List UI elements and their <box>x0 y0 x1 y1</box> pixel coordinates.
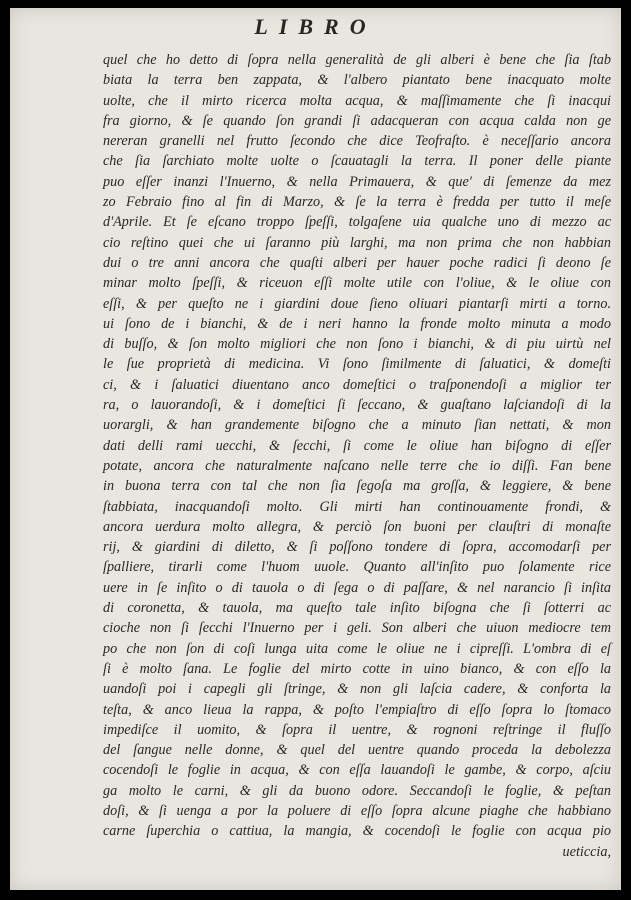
text-line: fra giorno, & ſe quando ſon grandi ſi adacqueran con acqua calda non ge <box>103 112 611 129</box>
text-line: dui o tre anni ancora che quaſti alberi per hauer poche radici ſi deono ſe <box>103 254 611 271</box>
text-line: ueticcia, <box>562 843 611 860</box>
text-line: ſpalliere, tirarli come l'huom uuole. Quanto all'inſito puo ſolamente rice <box>103 559 611 576</box>
text-line: uorargli, & han grandemente biſogno che a minuto ſian nettati, & mon <box>103 417 611 434</box>
text-line: cio reſtino quei che ui ſaranno più larghi, ma non prima che non habbian <box>103 234 611 251</box>
text-line: carne ſuperchia o cattiua, la mangia, & cocendoſi le foglie con acqua pio <box>103 823 611 840</box>
running-head: LIBRO <box>254 14 377 39</box>
text-line: rij, & giardini di diletto, & ſi poſſono tondere di ſopra, accomodarſi per <box>103 539 611 556</box>
text-line: minar molto ſpeſſi, & riceuon eſſi molte utile con l'oliue, & le oliue con <box>103 275 611 292</box>
text-line: uolte, che il mirto ricerca molta acqua, & maſſimamente che ſi inacqui <box>103 92 611 109</box>
text-line: puo eſſer inanzi l'Inuerno, & nella Primauera, & que' di ſemenze da mez <box>103 173 611 190</box>
text-line: ui ſono de i bianchi, & de i neri hanno la fronde molto minuta a modo <box>103 315 611 332</box>
text-line: del ſangue nelle donne, & quel del uentre quando proceda la debolezza <box>103 742 611 759</box>
text-line: ſtabbiata, inacquandoſi molto. Gli mirti han continouamente frondi, & <box>103 498 611 515</box>
text-line: biata la terra ben zappata, & l'albero piantato bene inacquato molte <box>103 72 611 89</box>
text-line: quel che ho detto di ſopra nella generalità de gli alberi è bene che ſia ſtab <box>103 52 611 68</box>
text-block <box>103 50 611 862</box>
text-line: ſi è molto ſana. Le foglie del mirto cotte in uino bianco, & con eſſo la <box>103 660 611 677</box>
text-line: cocendoſi le foglie in acqua, & con eſſa lauandoſi le gambe, & corpo, aſciu <box>103 762 611 779</box>
text-line: zo Febraio fino al fin di Marzo, & ſe la terra è fredda per tutto il meſe <box>103 194 611 211</box>
text-line: d'Aprile. Et ſe eſcano troppo ſpeſſi, tolgaſene uia qualche uno di mezzo ac <box>103 214 611 231</box>
book-page <box>10 8 621 890</box>
text-line: di buſſo, & ſon molto migliori che non ſono i bianchi, & di piu uirtù nel <box>103 336 611 353</box>
text-line: ancora uerdura molto allegra, & perciò ſon buoni per clauſtri di monaſte <box>103 518 611 535</box>
text-line: eſſi, & per queſto ne i giardini doue ſieno oliuari piantarſi mirti a torno. <box>103 295 611 312</box>
text-line: po che non ſon di coſi lunga uita come le oliue ne i cipreſſi. L'ombra di eſ <box>103 640 611 657</box>
text-line: ga molto le carni, & gli da buono odore. Seccandoſi le foglie, & peſtan <box>103 782 611 799</box>
text-line: teſta, & anco lieua la rappa, & poſto l'empiaſtro di eſſo ſopra lo ſtomaco <box>103 701 611 718</box>
text-line: le ſue proprietà di medicina. Vi ſono ſimilmente di ſaluatici, & domeſti <box>103 356 611 373</box>
text-line: in buona terra con tal che non ſia ſegoſa ma groſſa, & leggiere, & bene <box>103 478 611 495</box>
text-line: cioche non ſi ſecchi l'Inuerno per i geli. Son alberi che uiuon mediocre tem <box>103 620 611 637</box>
text-line: potate, ancora che naturalmente naſcano nelle terre che io diſſi. Fan bene <box>103 457 611 474</box>
text-line: uandoſi poi i capegli gli ſtringe, & non gli laſcia cadere, & conforta la <box>103 681 611 698</box>
text-line: ci, & i ſaluatici diuentano anco domeſtici o traſponendoſi a miglior ter <box>103 376 611 393</box>
text-line: nereran granelli nel frutto ſecondo che dice Teofraſto. è neceſſario ancora <box>103 133 611 150</box>
text-line: impediſce il uomito, & ſopra il uentre, & rognoni reſtringe il fluſſo <box>103 721 611 738</box>
text-line: che ſia ſarchiato molte uolte o ſcauatagli la terra. Il poner delle piante <box>103 153 611 170</box>
text-line: dati delli rami uecchi, & ſecchi, ſi come le oliue han biſogno di eſſer <box>103 437 611 454</box>
text-line: uere in ſe inſito o di tauola o di ſega o di paſſare, & nel narancio ſi inſita <box>103 579 611 596</box>
text-line: di coronetta, & tauola, ma queſto tale inſito biſogna che ſi ſotterri ac <box>103 600 611 617</box>
text-line: ra, o lauorandoſi, & i domeſtici ſi ſeccano, & guaſtano laſciandoſi di la <box>103 397 611 414</box>
text-line: doſi, & ſi uenga a por la poluere di eſſo ſopra alcune piaghe che habbiano <box>103 802 611 819</box>
